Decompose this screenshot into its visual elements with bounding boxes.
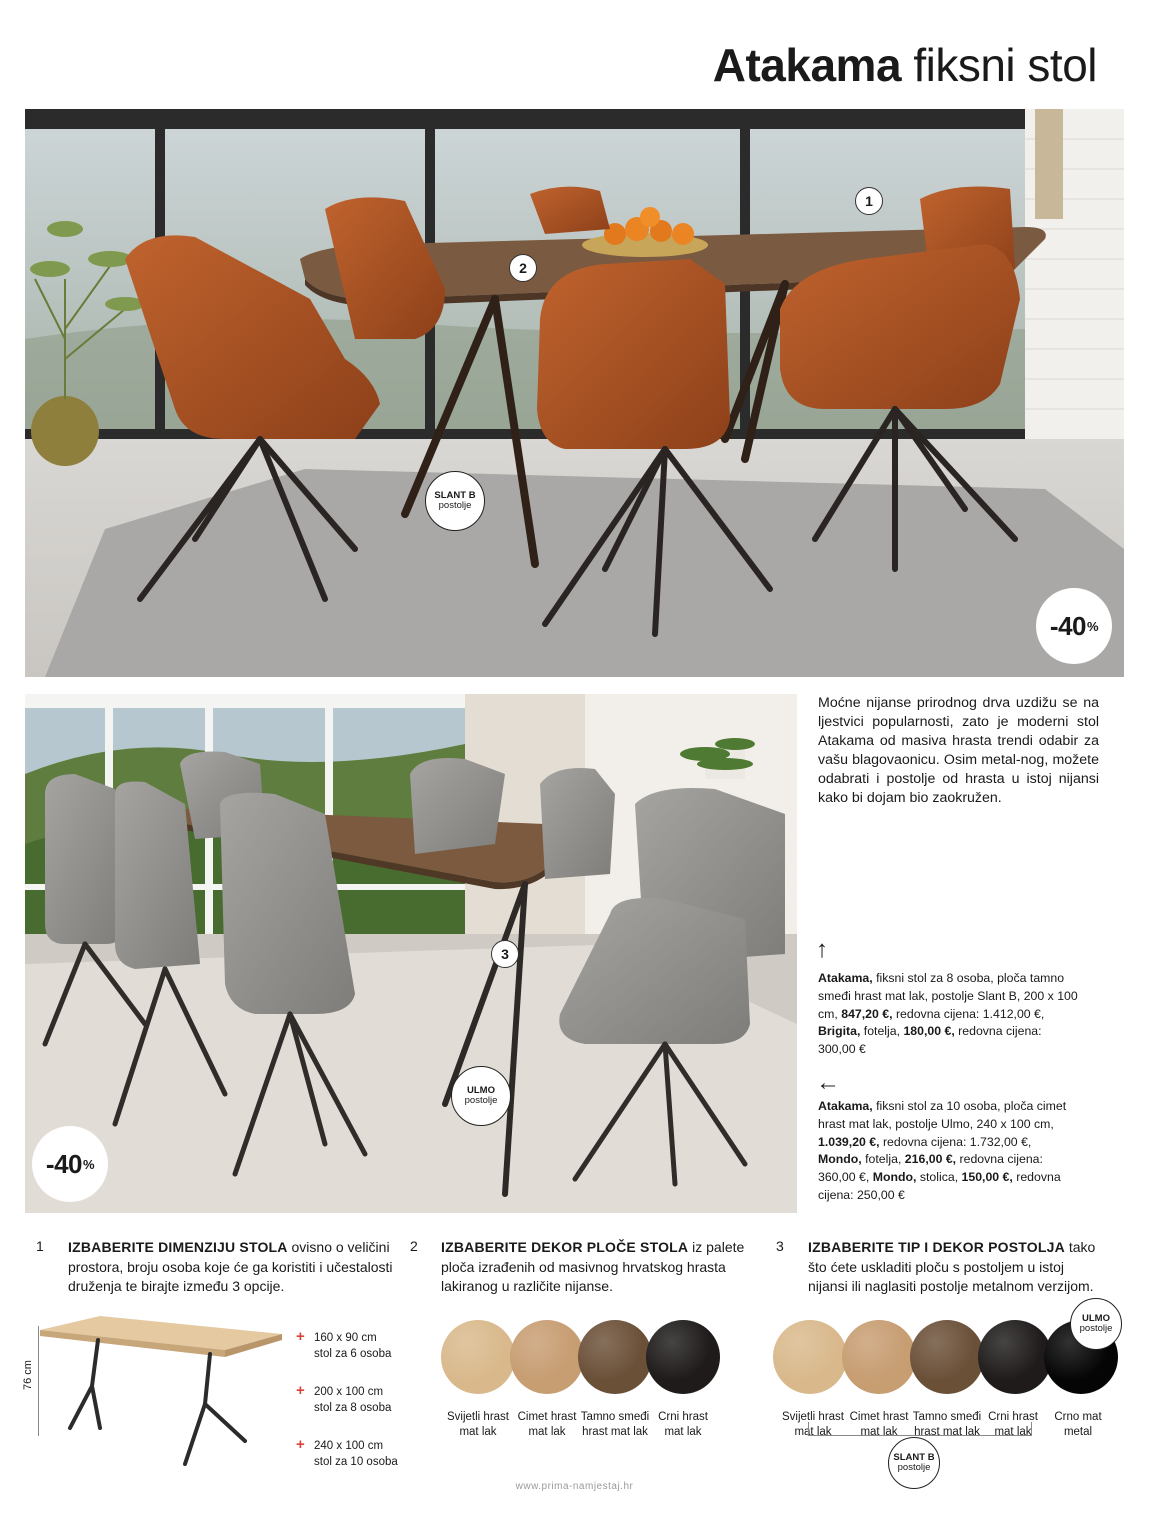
decor-finish: mat lak	[794, 1425, 832, 1438]
top-decor-swatch	[510, 1320, 584, 1394]
intro-paragraph: Moćne nijanse prirodnog drva uzdižu se na ljestvici popularnosti, zato je moderni stol Atakama od masiva hrasta trendi odabir za vašu blagovaonicu. Osim metal-nog, možete odabrati i postolje od hrasta u istoj nijansi kako bi dojam bio zaokružen.	[818, 695, 1099, 806]
footer-website: www.prima-namjestaj.hr	[515, 1481, 634, 1492]
decor-name: Tamno smeđi	[580, 1411, 650, 1423]
step-heading: IZBABERITE TIP I DEKOR POSTOLJA	[808, 1239, 1065, 1255]
caption-text: redovna cijena: 300,00 €	[818, 1024, 1042, 1057]
hero-photo-orange-chairs	[25, 109, 1124, 677]
size-value: 160 x 90 cm	[314, 1332, 377, 1344]
caption-product-name: Atakama,	[818, 1099, 873, 1113]
caption-orange-set	[818, 970, 1078, 1059]
decor-finish: mat lak	[528, 1425, 566, 1438]
size-value: 240 x 100 cm	[314, 1440, 384, 1452]
top-decor-swatch	[441, 1320, 515, 1394]
top-decor-label	[646, 1410, 720, 1439]
step-1-text	[68, 1238, 396, 1297]
caption-text: redovna cijena: 250,00 €	[818, 1170, 1061, 1202]
step-body: iz palete ploča izrađenih od masivnog hrvatskog hrasta lakiranog u različite nijanse.	[441, 1239, 745, 1294]
badge-caption: postolje	[897, 1462, 931, 1473]
badge-caption: postolje	[1079, 1323, 1113, 1334]
caption-text: fiksni stol za 10 osoba, ploča cimet hrast mat lak, postolje Ulmo, 240 x 100 cm,	[818, 1099, 1067, 1131]
top-decor-swatch	[578, 1320, 652, 1394]
discount-badge-bottom	[32, 1126, 108, 1202]
step-body: ovisno o veličini prostora, broju osoba koje će ga koristiti i učestalosti druženja te birajte između 3 opcije.	[68, 1239, 393, 1294]
title-rest: fiksni stol	[901, 39, 1097, 91]
size-capacity: stol za 6 osoba	[314, 1348, 392, 1360]
title-product-name: Atakama	[712, 39, 902, 91]
step-number-2: 2	[410, 1238, 418, 1254]
decor-finish: hrast mat lak	[914, 1425, 980, 1438]
caption-text: fiksni stol za 8 osoba, ploča tamno smeđi hrast mat lak, postolje Slant B, 200 x 100 cm,	[818, 971, 1078, 1021]
slant-group-bracket	[808, 1422, 1032, 1436]
badge-name: ULMO	[1082, 1313, 1110, 1325]
callout-marker-1: 1	[855, 187, 883, 215]
badge-name: ULMO	[467, 1085, 495, 1097]
decor-finish: mat lak	[994, 1425, 1032, 1438]
caption-text: stolica,	[916, 1170, 962, 1185]
plus-icon: +	[296, 1328, 305, 1345]
height-dimension-line	[38, 1326, 39, 1436]
table-illustration	[40, 1316, 285, 1466]
height-label: 76 cm	[22, 1360, 34, 1390]
base-decor-swatch	[910, 1320, 984, 1394]
decor-name: Svijetli hrast	[782, 1411, 844, 1423]
caption-text: fotelja,	[861, 1152, 905, 1167]
ulmo-base-badge	[451, 1066, 511, 1126]
badge-caption: postolje	[438, 500, 472, 511]
plus-icon: +	[296, 1382, 305, 1399]
caption-product-name: Mondo,	[818, 1152, 862, 1167]
base-decor-label	[1041, 1410, 1115, 1439]
step-heading: IZBABERITE DEKOR PLOČE STOLA	[441, 1239, 689, 1255]
slant-b-base-badge	[425, 471, 485, 531]
decor-finish: hrast mat lak	[582, 1425, 648, 1438]
size-capacity: stol za 10 osoba	[314, 1456, 398, 1468]
discount-value: -40	[1049, 610, 1086, 641]
decor-name: Crni hrast	[658, 1411, 708, 1423]
badge-name: SLANT B	[893, 1452, 935, 1464]
caption-text: redovna cijena: 1.412,00 €,	[892, 1006, 1045, 1021]
badge-caption: postolje	[464, 1095, 498, 1106]
size-value: 200 x 100 cm	[314, 1386, 384, 1398]
decor-finish: mat lak	[459, 1425, 497, 1438]
top-decor-label	[441, 1410, 515, 1439]
discount-unit: %	[83, 1156, 95, 1172]
decor-name: Cimet hrast	[517, 1411, 577, 1423]
decor-name: Tamno smeđi	[912, 1411, 982, 1423]
badge-name: SLANT B	[434, 490, 476, 502]
discount-value: -40	[45, 1148, 82, 1179]
top-decor-label	[510, 1410, 584, 1439]
top-decor-swatch	[646, 1320, 720, 1394]
step-number-1: 1	[36, 1238, 44, 1254]
step-body: tako što ćete uskladiti ploču s postoljem u istoj nijansi ili naglasiti postolje metalnom verzijom.	[808, 1239, 1096, 1294]
arrow-left-icon: ←	[816, 1069, 840, 1096]
size-option-240	[296, 1438, 398, 1470]
step-heading: IZBABERITE DIMENZIJU STOLA	[68, 1239, 288, 1255]
caption-product-name: Atakama,	[818, 971, 873, 985]
decor-finish: metal	[1063, 1425, 1093, 1438]
base-decor-swatch	[978, 1320, 1052, 1394]
decor-name: Svijetli hrast	[447, 1411, 509, 1423]
size-option-160	[296, 1330, 391, 1362]
callout-marker-3: 3	[491, 940, 519, 968]
caption-price: 847,20 €,	[841, 1006, 893, 1021]
caption-text: redovna cijena: 360,00 €,	[818, 1152, 1043, 1185]
caption-price: 216,00 €,	[904, 1152, 957, 1167]
step-number-3: 3	[776, 1238, 784, 1254]
top-decor-label	[578, 1410, 652, 1439]
base-decor-swatch	[773, 1320, 847, 1394]
step-2-text	[441, 1238, 759, 1297]
size-option-200	[296, 1384, 391, 1416]
decor-name: Cimet hrast	[849, 1411, 909, 1423]
caption-product-name: Mondo,	[872, 1170, 917, 1185]
step-3-text	[808, 1238, 1104, 1297]
caption-price: 1.039,20 €,	[818, 1134, 880, 1149]
caption-grey-set	[818, 1098, 1078, 1205]
discount-badge-top	[1036, 588, 1112, 664]
photo-grey-chairs	[25, 694, 797, 1213]
decor-finish: mat lak	[664, 1425, 702, 1438]
arrow-up-icon: ↑	[816, 936, 828, 963]
callout-marker-2: 2	[509, 254, 537, 282]
size-capacity: stol za 8 osoba	[314, 1402, 392, 1414]
caption-product-name: Brigita,	[818, 1024, 861, 1039]
discount-unit: %	[1087, 618, 1099, 634]
caption-price: 150,00 €,	[961, 1170, 1013, 1185]
decor-name: Crni hrast	[988, 1411, 1038, 1423]
caption-price: 180,00 €,	[903, 1024, 955, 1039]
ulmo-base-badge-legend	[1070, 1298, 1122, 1350]
decor-name: Crno mat	[1054, 1411, 1102, 1423]
caption-text: fotelja,	[860, 1024, 904, 1039]
page-title	[713, 38, 1097, 92]
plus-icon: +	[296, 1436, 305, 1453]
base-decor-swatch	[842, 1320, 916, 1394]
caption-text: redovna cijena: 1.732,00 €,	[879, 1134, 1032, 1149]
decor-finish: mat lak	[860, 1425, 898, 1438]
